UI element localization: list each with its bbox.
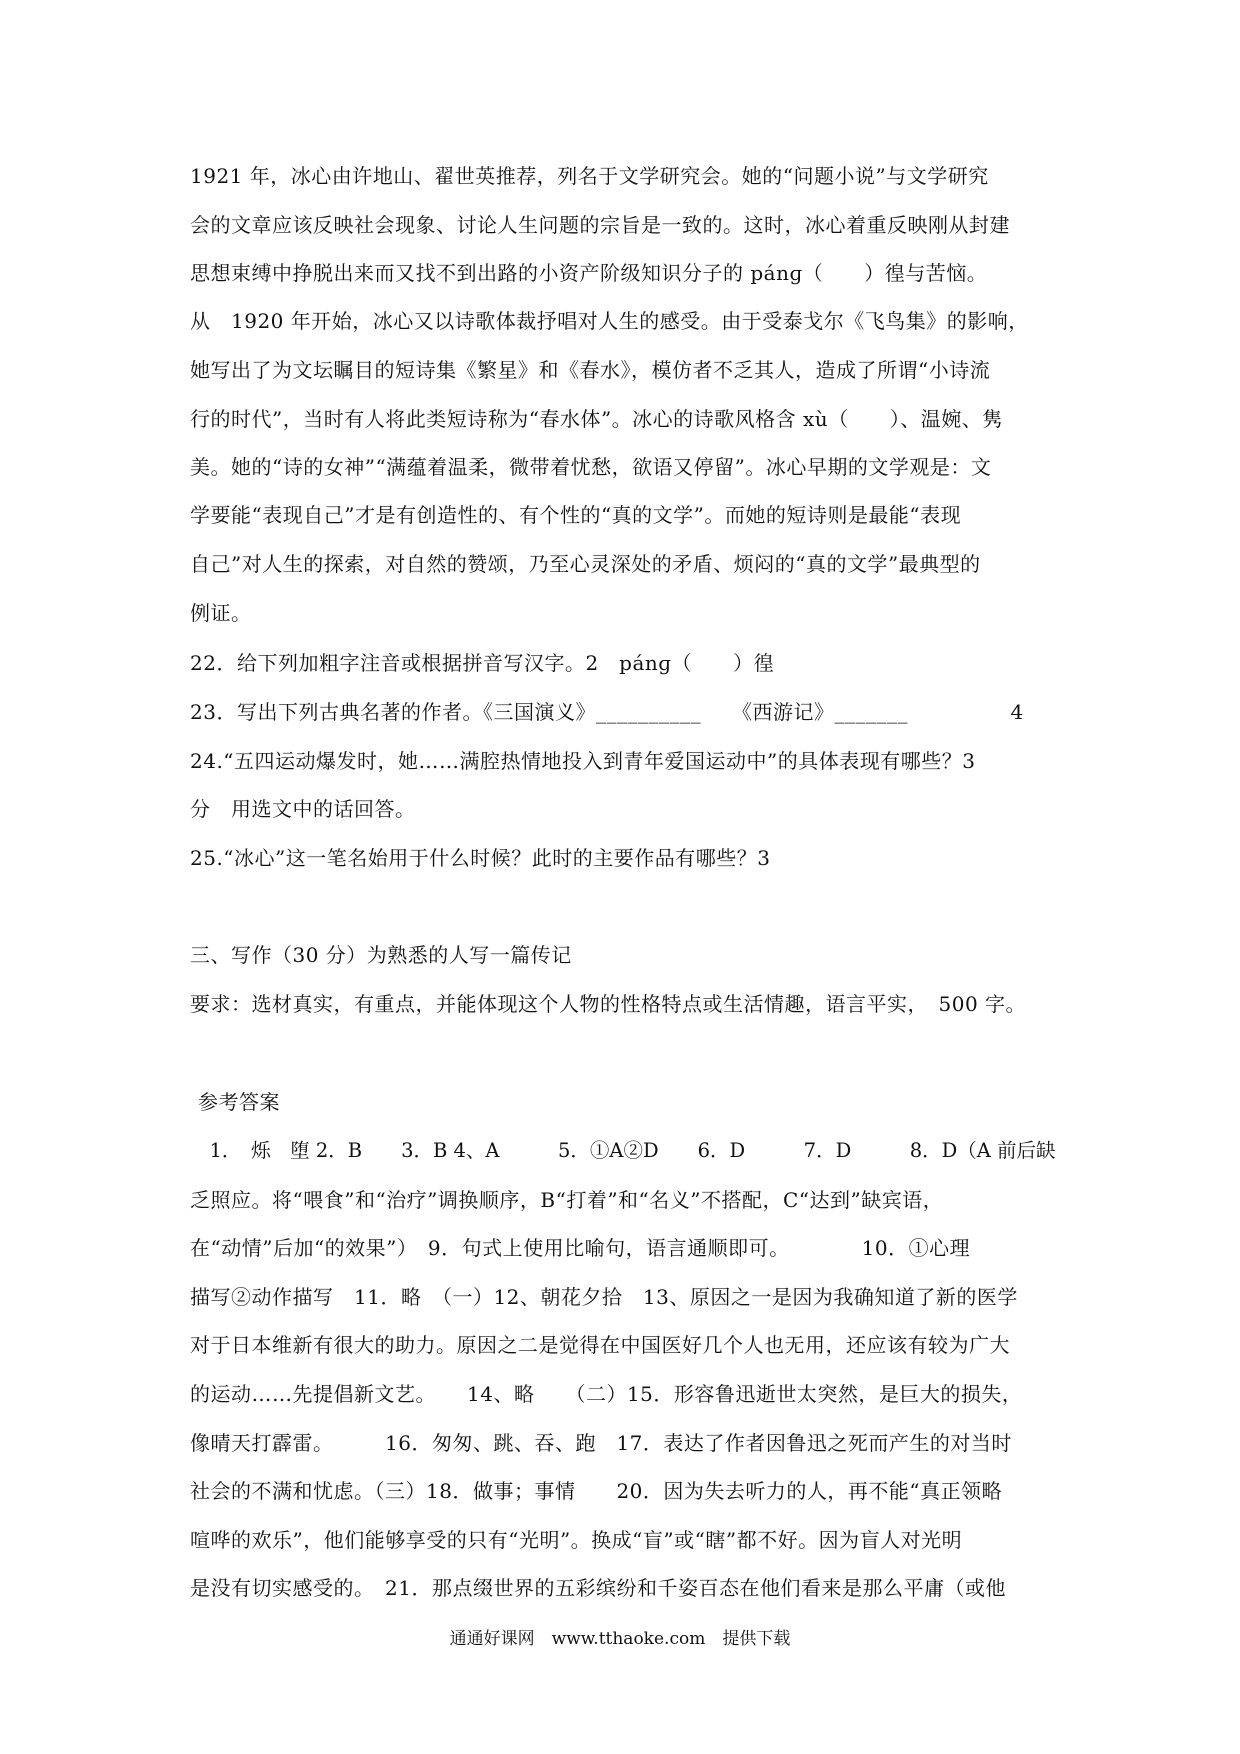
question-23: 23．写出下列古典名著的作者。《三国演义》__________ 《西游记》_______ 4	[190, 700, 1024, 724]
passage-line: 行的时代”，当时有人将此类短诗称为“春水体”。冰心的诗歌风格含 xù（ ）、温婉、隽	[190, 407, 1003, 431]
writing-requirement: 要求：选材真实，有重点，并能体现这个人物的性格特点或生活情趣，语言平实， 500 字。	[190, 992, 1027, 1016]
passage-line: 自己”对人生的探索，对自然的赞颂，乃至心灵深处的矛盾、烦闷的“真的文学”最典型的	[190, 552, 981, 576]
passage-line: 例证。	[190, 601, 252, 625]
passage-line: 思想束缚中挣脱出来而又找不到出路的小资产阶级知识分子的 pánɡ（ ）徨与苦恼。	[190, 261, 988, 285]
answer-line: 对于日本维新有很大的助力。原因之二是觉得在中国医好几个人也无用，还应该有较为广大	[190, 1333, 1010, 1357]
passage-line: 会的文章应该反映社会现象、讨论人生问题的宗旨是一致的。这时，冰心着重反映刚从封建	[190, 213, 1010, 237]
question-24: 24.“五四运动爆发时，她……满腔热情地投入到青年爱国运动中”的具体表现有哪些？3	[190, 749, 976, 773]
question-24-continued: 分 用选文中的话回答。	[190, 797, 416, 821]
answer-line: 像晴天打霹雷。 16．匆匆、跳、吞、跑 17．表达了作者因鲁迅之死而产生的对当时	[190, 1431, 1012, 1455]
question-22: 22．给下列加粗字注音或根据拼音写汉字。2 pánɡ（ ）徨	[190, 651, 775, 675]
answer-line: 乏照应。将“喂食”和“治疗”调换顺序，B“打着”和“名义”不搭配，C“达到”缺宾语，	[190, 1188, 944, 1212]
answer-line: 描写②动作描写 11．略 （一）12、朝花夕拾 13、原因之一是因为我确知道了新的医学	[190, 1285, 1018, 1309]
answer-line: 在“动情”后加“的效果”） 9．句式上使用比喻句，语言通顺即可。 10．①心理	[190, 1236, 971, 1260]
writing-section-title: 三、写作（30 分）为熟悉的人写一篇传记	[190, 943, 572, 967]
question-25: 25.“冰心”这一笔名始用于什么时候？此时的主要作品有哪些？3	[190, 846, 771, 870]
answers-heading: 参考答案	[198, 1090, 280, 1114]
passage-line: 1921 年，冰心由许地山、翟世英推荐，列名于文学研究会。她的“问题小说”与文学研究	[190, 164, 989, 188]
answer-line: 社会的不满和忧虑。（三）18．做事；事情 20．因为失去听力的人，再不能“真正领略	[190, 1479, 1003, 1503]
answer-line: 1． 烁 堕 2．B 3．B 4、A 5．①A②D 6．D 7．D 8．D（A 前后缺	[190, 1139, 1056, 1162]
passage-line: 她写出了为文坛瞩目的短诗集《繁星》和《春水》，模仿者不乏其人，造成了所谓“小诗流	[190, 358, 991, 382]
passage-line: 从 1920 年开始，冰心又以诗歌体裁抒唱对人生的感受。由于受泰戈尔《飞鸟集》的影响，	[190, 309, 1029, 333]
passage-line: 美。她的“诗的女神”“满蕴着温柔，微带着忧愁，欲语又停留”。冰心早期的文学观是：文	[190, 455, 992, 479]
answer-line: 的运动……先提倡新文艺。 14、略 （二）15．形容鲁迅逝世太突然，是巨大的损失，	[190, 1382, 1023, 1406]
page-footer: 通通好课网 www.tthaoke.com 提供下载	[449, 1629, 791, 1649]
answer-line: 是没有切实感受的。 21．那点缀世界的五彩缤纷和千姿百态在他们看来是那么平庸（或他	[190, 1576, 1006, 1600]
passage-line: 学要能“表现自己”才是有创造性的、有个性的“真的文学”。而她的短诗则是最能“表现	[190, 503, 962, 527]
answer-line: 喧哗的欢乐”，他们能够享受的只有“光明”。换成“盲”或“瞎”都不好。因为盲人对光明	[190, 1528, 963, 1552]
